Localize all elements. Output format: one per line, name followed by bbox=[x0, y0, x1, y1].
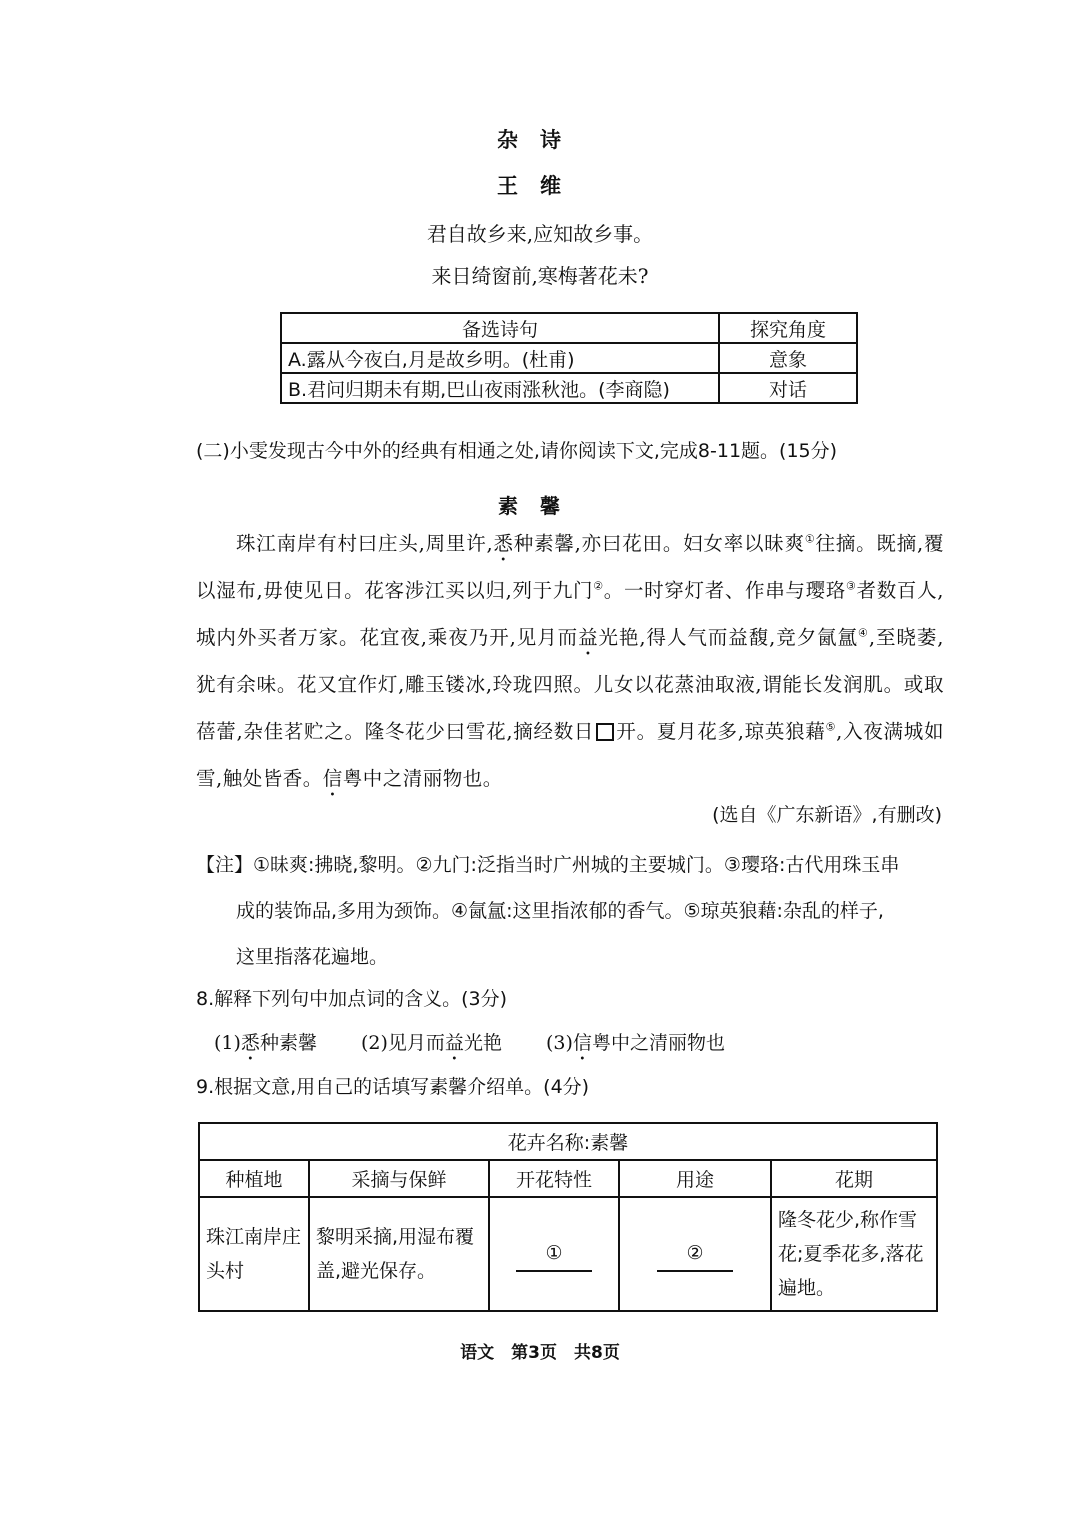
poem-line-1: 君自故乡来,应知故乡事。 bbox=[426, 222, 654, 246]
table-header: 探究角度 bbox=[719, 313, 857, 343]
table-header: 备选诗句 bbox=[281, 313, 719, 343]
table-cell: A.露从今夜白,月是故乡明。(杜甫) bbox=[281, 343, 719, 373]
poem-line-2: 来日绮窗前,寒梅著花未? bbox=[431, 264, 649, 288]
page-footer: 语文 第3页 共8页 bbox=[460, 1343, 620, 1363]
note-line: 【注】①昧爽:拂晓,黎明。②九门:泛指当时广州城的主要城门。③璎珞:古代用珠玉串 bbox=[196, 854, 900, 876]
table-header: 花期 bbox=[771, 1160, 937, 1197]
table-header: 用途 bbox=[619, 1160, 771, 1197]
question-9: 9.根据文意,用自己的话填写素馨介绍单。(4分) bbox=[196, 1076, 590, 1098]
note-line: 成的装饰品,多用为颈饰。④氤氲:这里指浓郁的香气。⑤琼英狼藉:杂乱的样子, bbox=[236, 900, 884, 922]
poem-title: 杂诗 bbox=[497, 127, 583, 152]
notes bbox=[196, 842, 944, 980]
table-caption: 花卉名称:素馨 bbox=[199, 1123, 937, 1160]
source-citation: (选自《广东新语》,有删改) bbox=[712, 804, 942, 826]
poem-author: 王维 bbox=[497, 173, 583, 198]
table-cell: 黎明采摘,用湿布覆盖,避光保存。 bbox=[309, 1197, 489, 1311]
question-8-items bbox=[214, 1028, 763, 1065]
question-8: 8.解释下列句中加点词的含义。(3分) bbox=[196, 988, 508, 1010]
table-header: 采摘与保鲜 bbox=[309, 1160, 489, 1197]
blank-box bbox=[596, 723, 614, 741]
table-cell: 隆冬花少,称作雪花;夏季花多,落花遍地。 bbox=[771, 1197, 937, 1311]
section-heading: (二)小雯发现古今中外的经典有相通之处,请你阅读下文,完成8-11题。(15分) bbox=[196, 440, 838, 462]
q8-item-2: (2)见月而益光艳 bbox=[361, 1032, 502, 1054]
q8-item-3: (3)信粤中之清丽物也 bbox=[546, 1032, 725, 1054]
flower-info-table bbox=[198, 1122, 938, 1312]
q8-item-1: (1)悉种素馨 bbox=[214, 1032, 317, 1054]
answer-blank-2[interactable]: ② bbox=[619, 1197, 771, 1311]
note-line: 这里指落花遍地。 bbox=[236, 946, 389, 968]
essay-body: 珠江南岸有村曰庄头,周里许,悉种素馨,亦曰花田。妇女率以昧爽①往摘。既摘,覆以湿布,毋使见日。花客涉江买以归,列于九门②。一时穿灯者、作串与璎珞③者数百人,城内外买者万家。花宜夜,乘夜乃开,见月而益光艳,得人气而益馥,竞夕氤氲④,至晓萎,犹有余味。花又宜作灯,雕玉镂冰,玲珑四照。儿女以花蒸油取液,谓能长发润肌。或取蓓蕾,杂佳茗贮之。隆冬花少曰雪花,摘经数日 开。夏月花多,琼英狼藉⑤,入夜满城如雪,触处皆香。信粤中之清丽物也。 bbox=[196, 532, 945, 790]
table-header: 种植地 bbox=[199, 1160, 309, 1197]
table-cell: 对话 bbox=[719, 373, 857, 403]
table-cell: 珠江南岸庄头村 bbox=[199, 1197, 309, 1311]
table-header: 开花特性 bbox=[489, 1160, 619, 1197]
essay-title: 素馨 bbox=[498, 494, 582, 518]
table-cell: B.君问归期未有期,巴山夜雨涨秋池。(李商隐) bbox=[281, 373, 719, 403]
answer-blank-1[interactable]: ① bbox=[489, 1197, 619, 1311]
table-cell: 意象 bbox=[719, 343, 857, 373]
poem-options-table bbox=[280, 312, 858, 404]
